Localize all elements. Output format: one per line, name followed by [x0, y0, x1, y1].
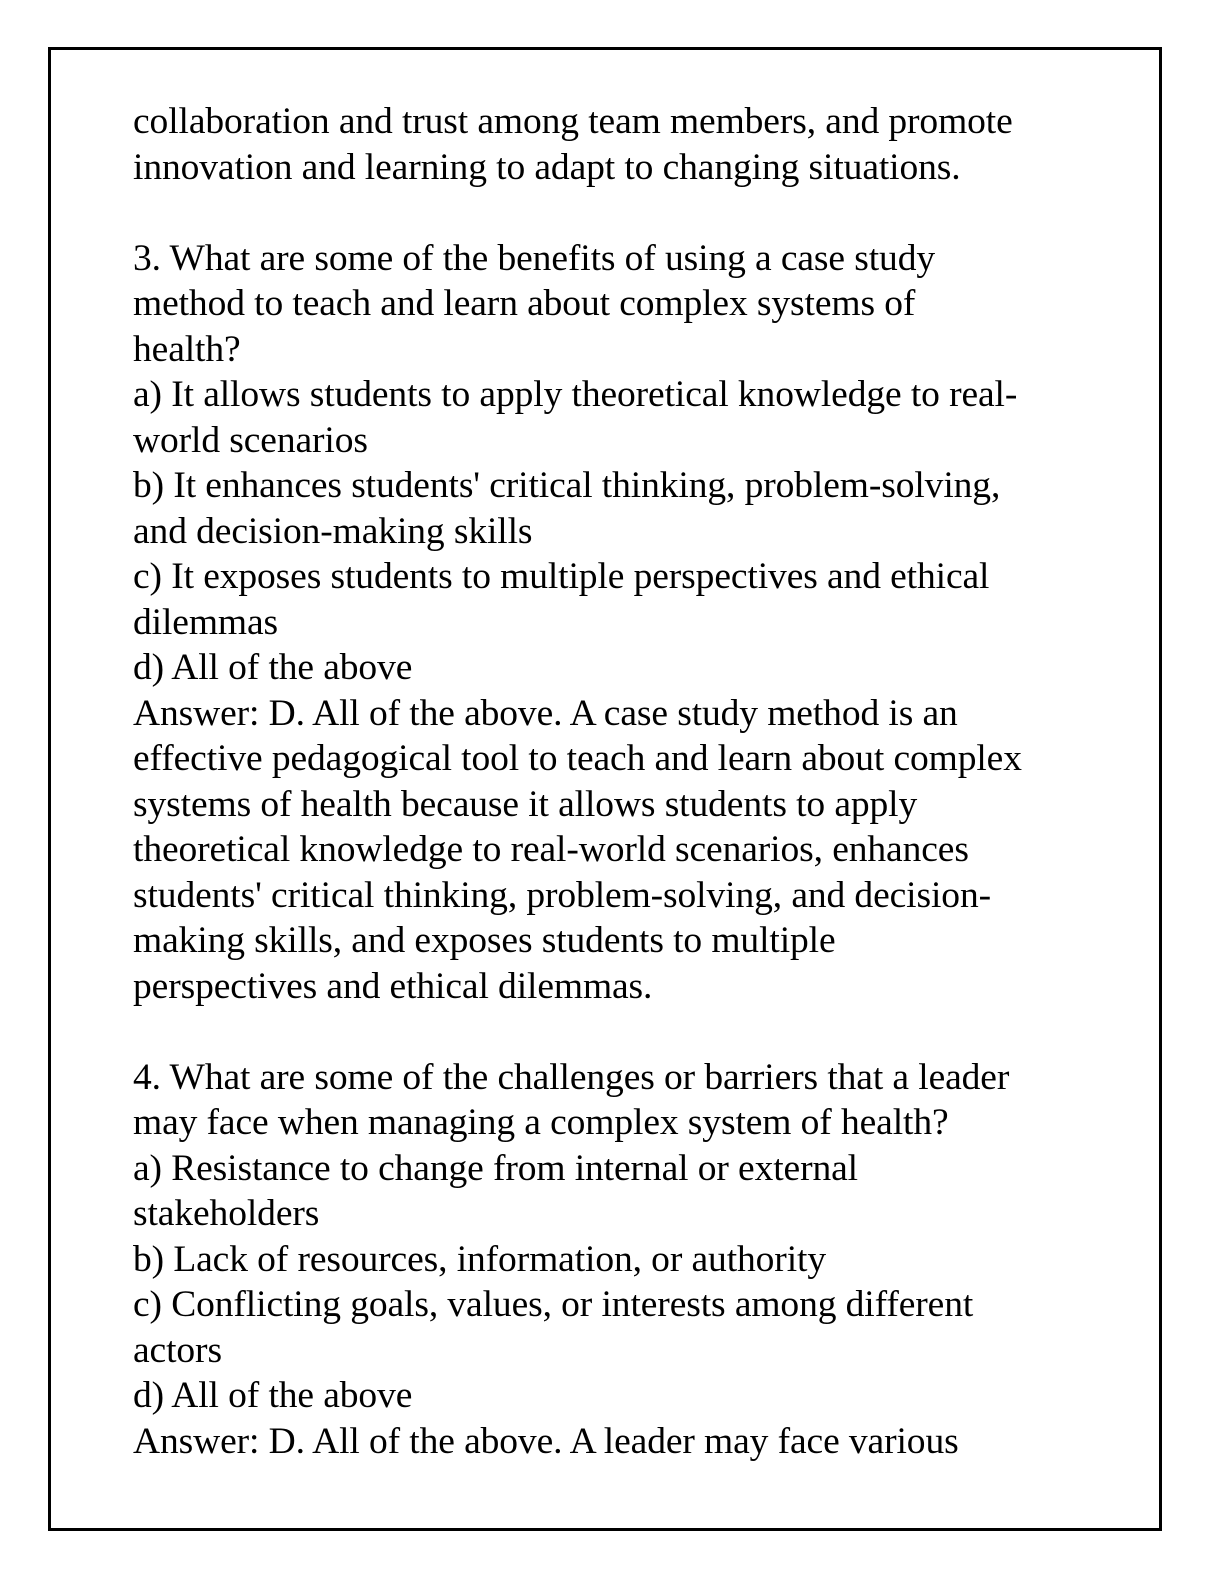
question-4-answer	[133, 1419, 1113, 1465]
question-3-option-b	[133, 463, 1113, 554]
text-line: and decision-making skills	[133, 510, 533, 552]
text-line: b) It enhances students' critical thinking, problem-solving,	[133, 465, 1001, 506]
question-4-option-b	[133, 1237, 1113, 1283]
paragraph-spacer	[133, 190, 1113, 236]
question-3	[133, 236, 1113, 1010]
text-line: systems of health because it allows students to apply	[133, 783, 918, 825]
document-body	[133, 99, 1113, 1464]
text-line: may face when managing a complex system of health?	[133, 1102, 949, 1143]
question-4-option-d	[133, 1373, 1113, 1419]
text-line: 4. What are some of the challenges or barriers that a leader	[133, 1056, 1010, 1098]
text-line: Answer: D. All of the above. A leader may face various	[133, 1420, 959, 1462]
paragraph-spacer	[133, 1009, 1113, 1055]
question-4-option-a	[133, 1146, 1113, 1237]
question-3-answer	[133, 691, 1113, 1010]
text-line: dilemmas	[133, 601, 279, 643]
text-line: a) It allows students to apply theoretical knowledge to real-	[133, 374, 1018, 415]
text-line: effective pedagogical tool to teach and learn about complex	[133, 738, 1022, 779]
text-line: d) All of the above	[133, 647, 413, 688]
text-line: c) Conflicting goals, values, or interests among different	[133, 1284, 974, 1325]
text-line: method to teach and learn about complex systems of	[133, 283, 916, 324]
text-line: students' critical thinking, problem-solving, and decision-	[133, 874, 991, 916]
text-line: 3. What are some of the benefits of using a case study	[133, 237, 936, 279]
question-3-text	[133, 236, 1113, 373]
question-4	[133, 1055, 1113, 1465]
text-line: Answer: D. All of the above. A case study method is an	[133, 692, 958, 734]
question-3-option-d	[133, 645, 1113, 691]
text-line: c) It exposes students to multiple perspectives and ethical	[133, 556, 990, 597]
text-line: perspectives and ethical dilemmas.	[133, 965, 653, 1007]
text-line: actors	[133, 1329, 222, 1371]
question-4-option-c	[133, 1282, 1113, 1373]
text-line: d) All of the above	[133, 1375, 413, 1416]
text-line: theoretical knowledge to real-world scenarios, enhances	[133, 829, 969, 870]
text-line: a) Resistance to change from internal or external	[133, 1147, 858, 1189]
text-line: health?	[133, 328, 241, 370]
text-line: making skills, and exposes students to multiple	[133, 920, 836, 961]
question-4-text	[133, 1055, 1113, 1146]
question-3-option-a	[133, 372, 1113, 463]
question-3-option-c	[133, 554, 1113, 645]
text-line: b) Lack of resources, information, or authority	[133, 1238, 826, 1280]
text-line: collaboration and trust among team members, and promote	[133, 101, 1013, 142]
intro-paragraph	[133, 99, 1113, 190]
text-line: innovation and learning to adapt to changing situations.	[133, 146, 961, 188]
text-line: world scenarios	[133, 419, 368, 461]
text-line: stakeholders	[133, 1193, 320, 1234]
